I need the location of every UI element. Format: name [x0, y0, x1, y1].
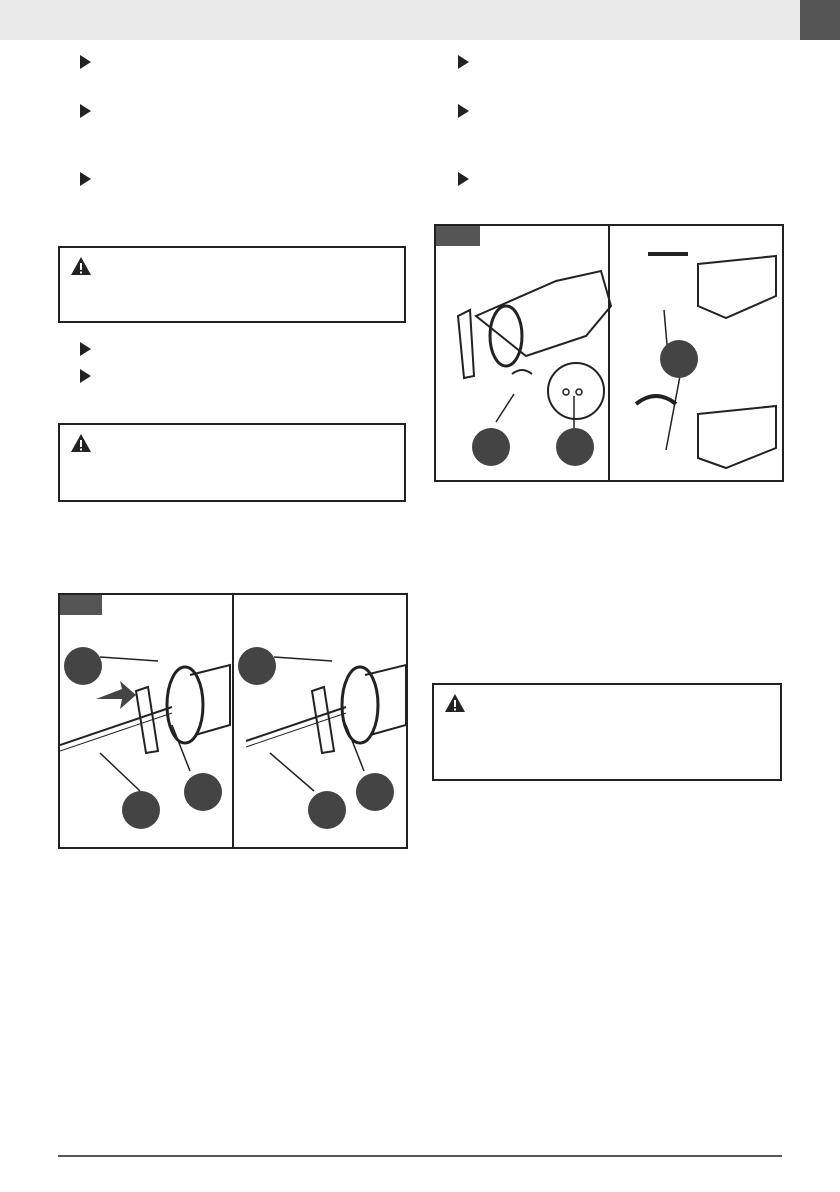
- bullet-icon: [80, 104, 91, 118]
- footer-rule: [58, 1155, 782, 1157]
- bullet-icon: [458, 55, 469, 69]
- bullet-icon: [80, 369, 91, 383]
- callout-marker: [308, 791, 346, 829]
- callout-marker: [238, 647, 276, 685]
- figure-blade-clamp: [434, 224, 784, 482]
- bullet-icon: [458, 172, 469, 186]
- callout-marker: [184, 773, 222, 811]
- bullet-icon: [458, 104, 469, 118]
- bullet-icon: [80, 172, 91, 186]
- callout-marker: [356, 773, 394, 811]
- warning-triangle-icon: [444, 693, 466, 713]
- callout-marker: [64, 647, 102, 685]
- saw-illustration: [60, 595, 406, 847]
- warning-box: [58, 423, 406, 502]
- callout-marker: [122, 791, 160, 829]
- warning-box: [58, 246, 406, 323]
- warning-triangle-icon: [70, 433, 92, 453]
- header-bar: [0, 0, 840, 40]
- warning-triangle-icon: [70, 256, 92, 276]
- figure-blade-insert: [58, 593, 408, 849]
- callout-marker: [472, 428, 510, 466]
- callout-marker: [556, 428, 594, 466]
- section-tab: [800, 0, 840, 40]
- warning-box: [432, 683, 782, 781]
- bullet-icon: [80, 342, 91, 356]
- callout-marker: [660, 340, 698, 378]
- bullet-icon: [80, 55, 91, 69]
